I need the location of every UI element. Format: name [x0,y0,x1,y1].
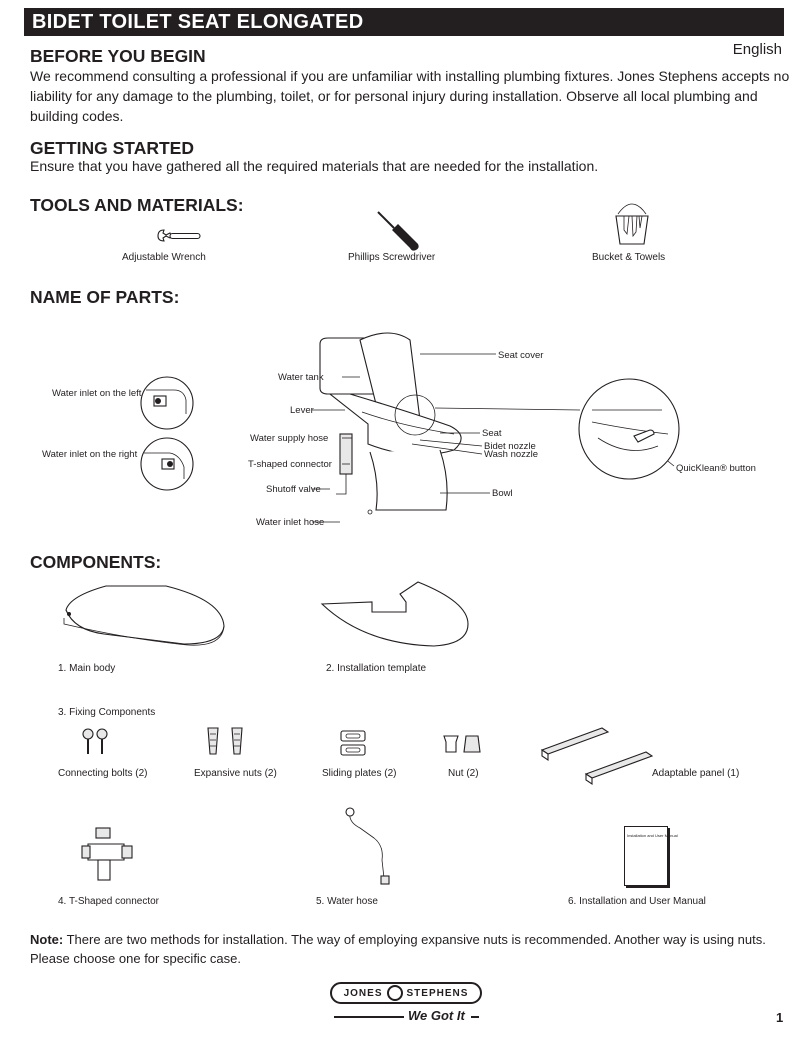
document-title: BIDET TOILET SEAT ELONGATED [24,8,784,36]
connecting-bolts-illustration [80,728,110,756]
main-body-label: 1. Main body [58,663,116,674]
quickclean-label: QuicKlean® button [676,463,756,474]
getting-started-text: Ensure that you have gathered all the required materials that are needed for the installation. [30,158,599,174]
manual-label: 6. Installation and User Manual [568,896,706,907]
expansive-nuts-label: Expansive nuts (2) [194,768,277,779]
water-tank-label: Water tank [278,372,324,383]
components-heading: COMPONENTS: [30,552,162,572]
template-illustration [316,580,470,650]
water-hose-label: 5. Water hose [316,896,378,907]
manual-illustration [624,826,678,886]
inlet-right-label: Water inlet on the right [42,449,138,460]
logo-s-icon [387,985,403,1001]
main-body-illustration [60,582,226,652]
before-you-begin-heading: BEFORE YOU BEGIN [30,46,206,66]
quickclean-detail [578,378,680,480]
installation-note [30,930,790,968]
t-shaped-connector-label: T-shaped connector [248,459,332,470]
fixing-components-label: 3. Fixing Components [58,707,156,718]
brand-left: JONES [343,987,383,999]
expansive-nuts-illustration [206,726,248,756]
water-inlet-hose-label: Water inlet hose [256,517,325,528]
water-supply-hose-label: Water supply hose [250,433,329,444]
nut-illustration [442,734,482,754]
jones-stephens-logo [330,982,482,1004]
adaptable-panel-illustration [540,726,670,782]
paragraph-line: building codes. [30,108,124,124]
water-hose-illustration [344,806,394,886]
tool-label: Adjustable Wrench [122,252,206,263]
sliding-plates-label: Sliding plates (2) [322,768,397,779]
note-line: Please choose one for specific case. [30,951,242,966]
seat-label: Seat [482,428,502,439]
adaptable-panel-label: Adaptable panel (1) [652,768,740,779]
shutoff-valve-label: Shutoff valve [266,484,321,495]
tagline-dash [471,1016,479,1018]
lever-label: Lever [290,405,314,416]
tool-label: Phillips Screwdriver [348,252,436,263]
note-line: There are two methods for installation. The way of employing expansive nuts is recommended. Another way is using nuts. [66,932,766,947]
getting-started-heading: GETTING STARTED [30,138,194,158]
paragraph-line: We recommend consulting a professional if you are unfamiliar with installing plumbing fixtures. Jones Stephens accepts no [30,68,790,84]
language-label: English [732,41,782,58]
brand-right: STEPHENS [406,987,469,999]
seat-cover-label: Seat cover [498,350,544,361]
paragraph-line: liability for any damage to the plumbing, toilet, or for personal injury during installation. Observe all local plumbing and [30,88,758,104]
note-label: Note: [30,932,64,947]
bidet-nozzle-label: Bidet nozzle [484,441,536,452]
tools-heading: TOOLS AND MATERIALS: [30,195,244,215]
installation-template-label: 2. Installation template [326,663,427,674]
nut-label: Nut (2) [448,768,479,779]
wash-nozzle-label: Wash nozzle [484,449,539,460]
tool-label: Bucket & Towels [592,252,666,263]
connecting-bolts-label: Connecting bolts (2) [58,768,148,779]
bowl-label: Bowl [492,488,513,499]
page-number: 1 [776,1010,784,1025]
parts-heading: NAME OF PARTS: [30,287,180,307]
tagline-rule [334,1016,404,1018]
manual-cover-text: Installation and User Manual [627,833,678,838]
inlet-left-label: Water inlet on the left [52,388,142,399]
t-connector-illustration [80,826,134,884]
sliding-plates-illustration [340,730,368,758]
tagline: We Got It [408,1008,465,1023]
t-connector-label: 4. T-Shaped connector [58,896,159,907]
